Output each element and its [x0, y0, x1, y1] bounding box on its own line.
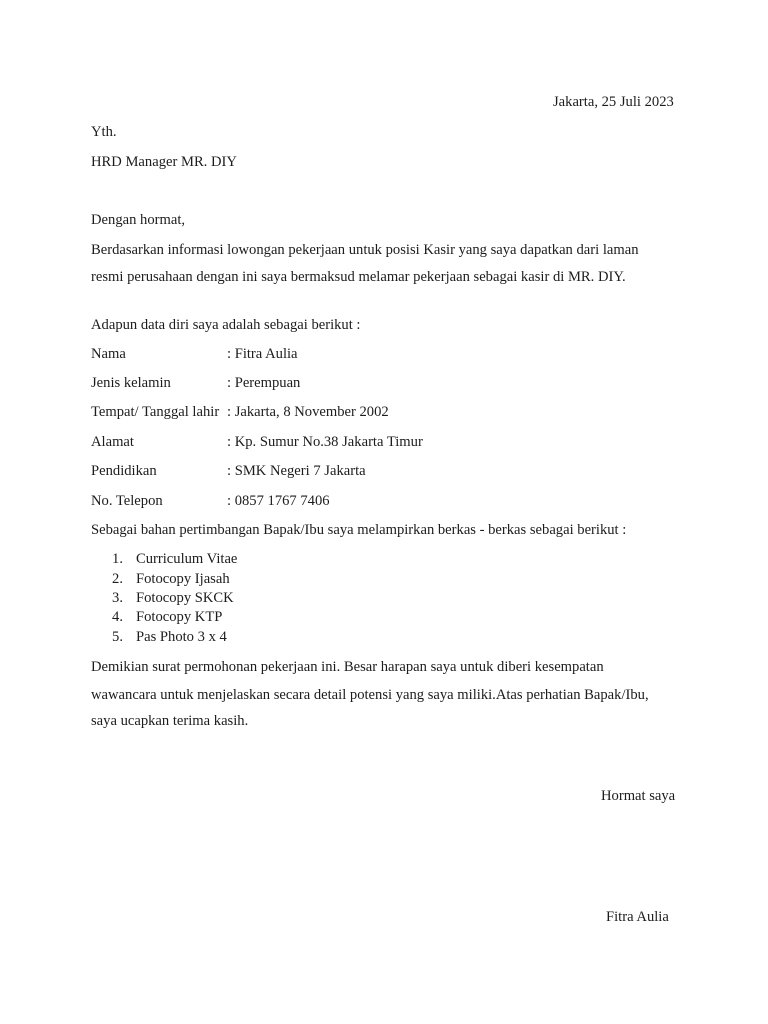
- intro-line-1: Berdasarkan informasi lowongan pekerjaan untuk posisi Kasir yang saya dapatkan dari laman: [91, 242, 639, 258]
- field-value: : SMK Negeri 7 Jakarta: [227, 463, 366, 479]
- greeting: Dengan hormat,: [91, 212, 186, 228]
- closing-line-2: wawancara untuk menjelaskan secara detail potensi yang saya miliki.Atas perhatian Bapak/Ibu,: [91, 687, 649, 703]
- field-label: No. Telepon: [91, 493, 163, 509]
- field-value: : 0857 1767 7406: [227, 493, 330, 509]
- field-value: : Jakarta, 8 November 2002: [227, 404, 389, 420]
- sign-off: Hormat saya: [601, 788, 676, 804]
- field-label: Tempat/ Tanggal lahir: [91, 404, 220, 420]
- field-label: Pendidikan: [91, 463, 157, 479]
- signature-name: Fitra Aulia: [606, 909, 669, 925]
- field-label: Alamat: [91, 434, 134, 450]
- list-text: Curriculum Vitae: [136, 551, 238, 567]
- list-text: Fotocopy Ijasah: [136, 571, 230, 587]
- field-value: : Perempuan: [227, 375, 301, 391]
- closing-line-1: Demikian surat permohonan pekerjaan ini. Besar harapan saya untuk diberi kesempatan: [91, 659, 604, 675]
- recipient-prefix: Yth.: [91, 124, 117, 140]
- closing-line-3: saya ucapkan terima kasih.: [91, 713, 249, 729]
- list-text: Fotocopy SKCK: [136, 590, 234, 606]
- recipient: HRD Manager MR. DIY: [91, 154, 237, 170]
- list-number: 2.: [112, 571, 123, 587]
- list-number: 1.: [112, 551, 123, 567]
- list-number: 5.: [112, 629, 123, 645]
- field-label: Nama: [91, 346, 126, 362]
- field-value: : Fitra Aulia: [227, 346, 298, 362]
- place-date: Jakarta, 25 Juli 2023: [553, 94, 674, 110]
- list-number: 4.: [112, 609, 123, 625]
- data-intro: Adapun data diri saya adalah sebagai berikut :: [91, 317, 361, 333]
- list-text: Fotocopy KTP: [136, 609, 223, 625]
- field-value: : Kp. Sumur No.38 Jakarta Timur: [227, 434, 423, 450]
- attachments-intro: Sebagai bahan pertimbangan Bapak/Ibu saya melampirkan berkas - berkas sebagai berikut :: [91, 522, 627, 538]
- field-label: Jenis kelamin: [91, 375, 171, 391]
- intro-line-2: resmi perusahaan dengan ini saya bermaksud melamar pekerjaan sebagai kasir di MR. DIY.: [91, 269, 626, 285]
- list-text: Pas Photo 3 x 4: [136, 629, 227, 645]
- list-number: 3.: [112, 590, 123, 606]
